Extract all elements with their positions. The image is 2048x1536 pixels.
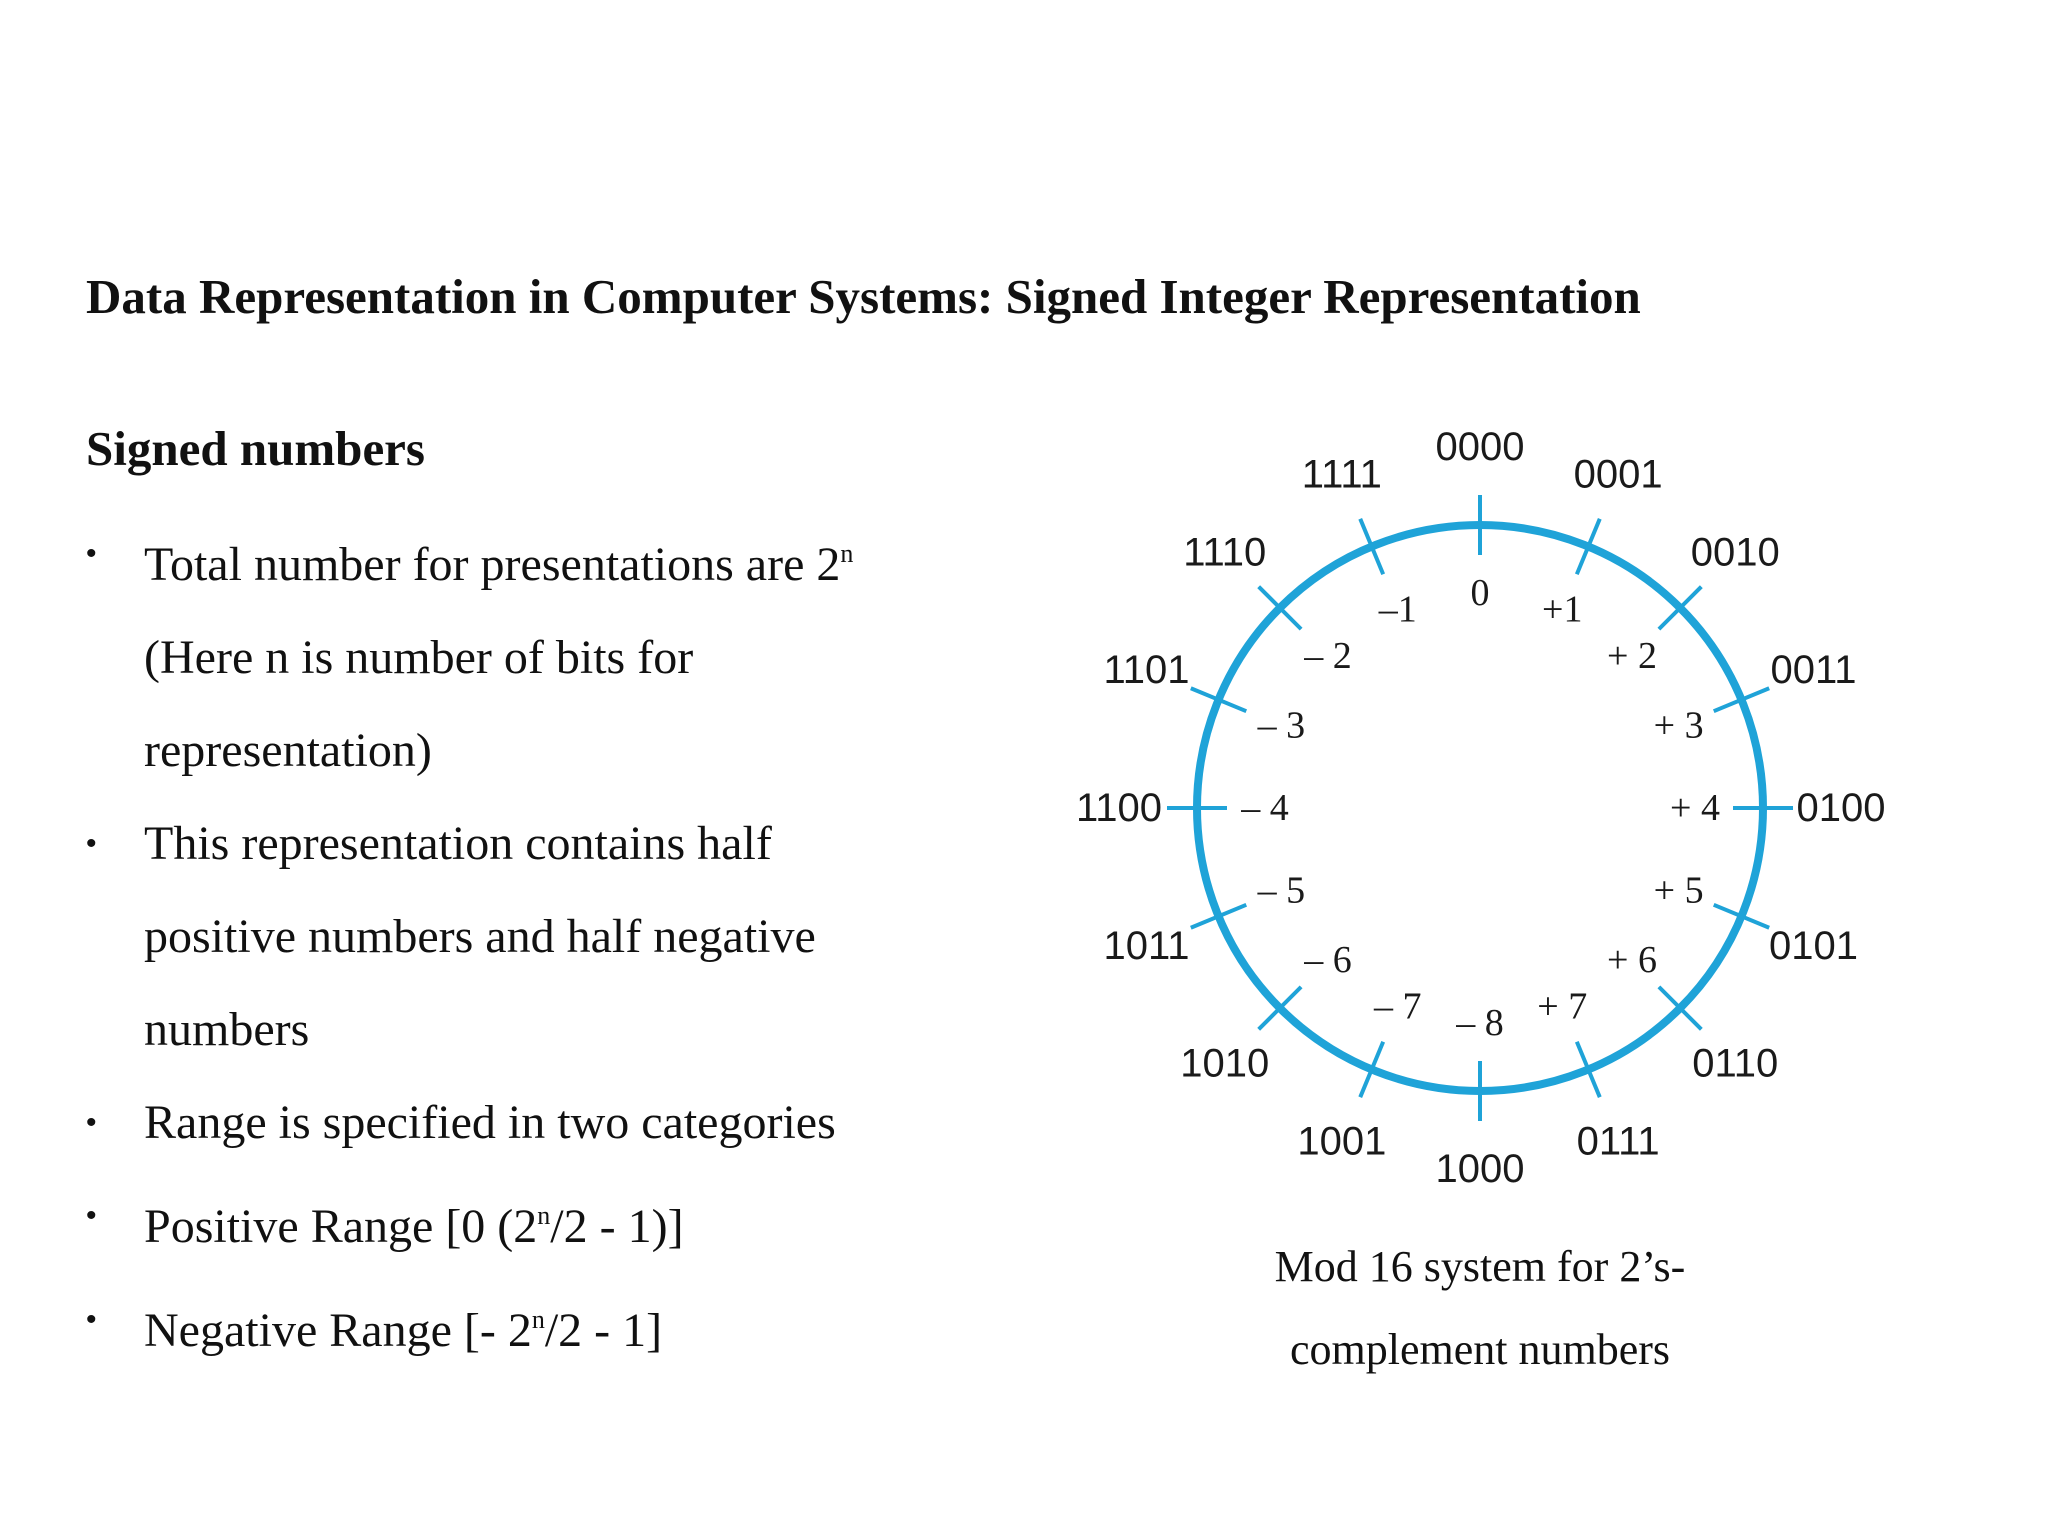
decimal-label: – 6 (1304, 939, 1352, 982)
bullet-line: This representation contains half (144, 817, 772, 870)
decimal-label: – 2 (1304, 634, 1352, 677)
decimal-label: –1 (1378, 588, 1417, 631)
binary-label: 1001 (1297, 1119, 1387, 1164)
decimal-label: – 3 (1257, 704, 1306, 747)
bullet-item (86, 1076, 966, 1169)
binary-label: 0111 (1576, 1119, 1660, 1164)
slide-title: Data Representation in Computer Systems: Signed Integer Representation (86, 269, 1641, 324)
binary-label: 1010 (1180, 1041, 1270, 1086)
bullet-marker: • (86, 827, 97, 860)
binary-label: 1011 (1103, 924, 1190, 969)
decimal-label: + 5 (1653, 869, 1704, 912)
bullet-line: Range is specified in two categories (144, 1096, 836, 1149)
bullet-item (86, 797, 966, 1076)
decimal-label: – 8 (1456, 1002, 1504, 1044)
decimal-label: + 7 (1537, 985, 1588, 1028)
binary-label: 0011 (1770, 647, 1857, 692)
bullet-line: representation) (144, 724, 432, 777)
bullet-item (86, 507, 966, 797)
bullet-item (86, 1169, 966, 1273)
decimal-label: – 5 (1257, 869, 1306, 912)
bullet-line: numbers (144, 1003, 310, 1056)
superscript: n (840, 539, 854, 568)
bullet-marker: • (86, 537, 97, 570)
bullet-line: positive numbers and half negative (144, 910, 816, 963)
bullet-marker: • (86, 1199, 97, 1232)
caption-line: Mod 16 system for 2’s- (1274, 1242, 1686, 1291)
bullet-line: Total number for presentations are 2$^n$ (144, 538, 854, 591)
decimal-label: + 3 (1653, 704, 1704, 747)
superscript: n (537, 1201, 551, 1230)
decimal-label: +1 (1542, 588, 1583, 631)
bullet-marker: • (86, 1303, 97, 1336)
binary-label: 1101 (1103, 647, 1190, 692)
bullet-list (86, 507, 966, 1377)
bullet-item (86, 1273, 966, 1377)
binary-label: 1111 (1301, 452, 1382, 497)
binary-label: 1110 (1183, 530, 1267, 575)
binary-label: 0000 (1435, 425, 1525, 469)
diagram-caption (1210, 1225, 1750, 1391)
mod16-wheel-diagram (1040, 420, 1960, 1200)
binary-label: 1000 (1435, 1147, 1525, 1191)
decimal-label: – 7 (1373, 985, 1422, 1028)
bullet-line: Negative Range [- 2$^n$/2 - 1] (144, 1304, 663, 1357)
superscript: n (531, 1305, 545, 1334)
decimal-label: 0 (1470, 572, 1490, 614)
bullet-line: (Here n is number of bits for (144, 631, 694, 684)
decimal-label: – 4 (1241, 787, 1289, 829)
binary-label: 1100 (1075, 786, 1163, 830)
caption-line: complement numbers (1289, 1325, 1670, 1374)
binary-label: 0110 (1692, 1041, 1779, 1086)
decimal-label: + 2 (1607, 634, 1657, 677)
binary-label: 0100 (1796, 786, 1886, 830)
binary-label: 0010 (1690, 530, 1780, 575)
binary-label: 0101 (1769, 924, 1859, 969)
binary-label: 0001 (1573, 452, 1663, 497)
section-heading: Signed numbers (86, 421, 426, 476)
decimal-label: + 4 (1670, 787, 1720, 829)
bullet-marker: • (86, 1106, 97, 1139)
decimal-label: + 6 (1607, 939, 1657, 982)
bullet-line: Positive Range [0 (2$^n$/2 - 1)] (144, 1200, 684, 1253)
